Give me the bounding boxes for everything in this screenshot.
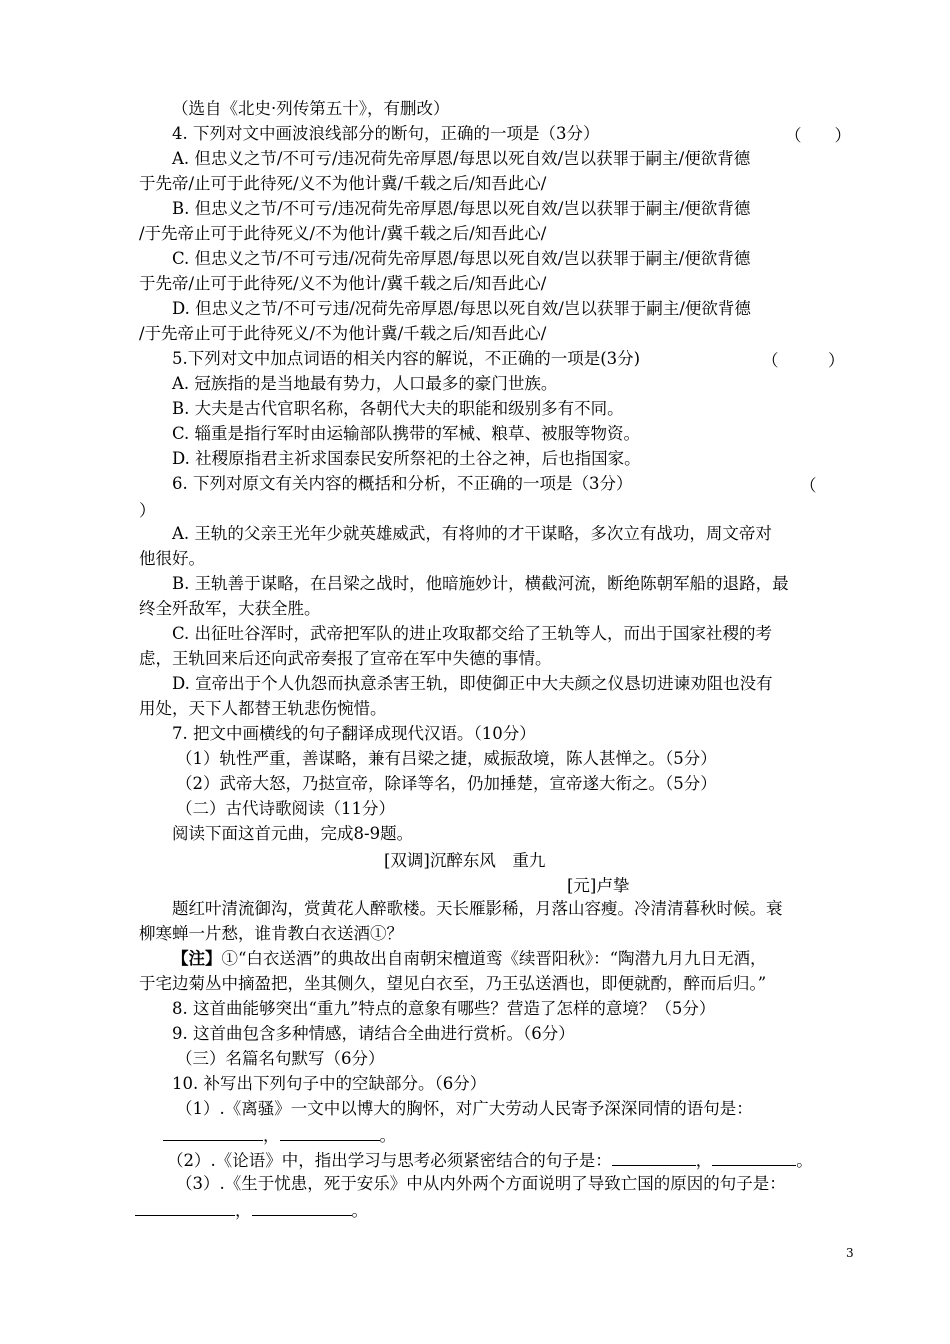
option-c: C. 辎重是指行军时由运输部队携带的军械、粮草、被服等物资。 [172, 424, 641, 443]
note-line2: 于宅边菊丛中摘盈把，坐其侧久，望见白衣至，乃王弘送酒也，即便就酌，醉而后归。” [139, 974, 767, 993]
answer-blank[interactable] [712, 1147, 796, 1166]
note-text: ①“白衣送酒”的典故出自南朝宋檀道鸾《续晋阳秋》：“陶潜九月九日无酒， [221, 949, 767, 968]
option-c-line1: C. 但忠义之节/不可亏违/况荷先帝厚恩/每思以死自效/岂以获罪于嗣主/便欲背德 [172, 249, 751, 268]
option-b-line1: B. 但忠义之节/不可亏/违况荷先帝厚恩/每思以死自效/岂以获罪于嗣主/便欲背德 [172, 199, 751, 218]
poem-line2: 柳寒蝉一片愁，谁肯教白衣送酒①？ [139, 924, 403, 943]
period: 。 [379, 1126, 396, 1145]
period: 。 [351, 1201, 368, 1220]
question-8: 8. 这首曲能够突出“重九”特点的意象有哪些？营造了怎样的意境？（5分） [172, 999, 716, 1018]
question-6-stem: 6. 下列对原文有关内容的概括和分析，不正确的一项是（3分） [172, 474, 633, 493]
comma: ， [263, 1126, 280, 1145]
answer-blank[interactable] [135, 1197, 235, 1216]
option-b-line2: /于先帝止可于此待死义/不为他计/冀千载之后/知吾此心/ [139, 224, 547, 243]
option-a-line2: 于先帝/止可于此待死/义不为他计冀/千载之后/知吾此心/ [139, 174, 547, 193]
page-number: 3 [846, 1246, 854, 1260]
answer-blank[interactable] [163, 1122, 263, 1141]
source-note: （选自《北史·列传第五十》，有删改） [172, 99, 450, 118]
comma: ， [235, 1201, 252, 1220]
answer-paren: （ ） [762, 351, 845, 370]
option-d-line2: 用处，天下人都替王轨悲伤惋惜。 [139, 699, 387, 718]
option-a: A. 冠族指的是当地最有势力，人口最多的豪门世族。 [172, 374, 558, 393]
option-d-line1: D. 但忠义之节/不可亏违/况荷先帝厚恩/每思以死自效/岂以获罪于嗣主/便欲背德 [172, 299, 751, 318]
option-b: B. 大夫是古代官职名称，各朝代大夫的职能和级别多有不同。 [172, 399, 624, 418]
question-9: 9. 这首曲包含多种情感，请结合全曲进行赏析。（6分） [172, 1024, 575, 1043]
option-d-line2: /于先帝止可于此待死义/不为他计冀/千载之后/知吾此心/ [139, 324, 547, 343]
option-d-line1: D. 宣帝出于个人仇怨而执意杀害王轨，即使御正中大夫颜之仪恳切进谏劝阻也没有 [172, 674, 773, 693]
option-d: D. 社稷原指君主祈求国泰民安所祭祀的土谷之神，后也指国家。 [172, 449, 641, 468]
question-4-stem: 4. 下列对文中画波浪线部分的断句，正确的一项是（3分） [172, 124, 600, 143]
section-2-intro: 阅读下面这首元曲，完成8-9题。 [172, 824, 414, 843]
dictation-item-3-blanks [135, 1197, 857, 1223]
section-2-title: （二）古代诗歌阅读（11分） [176, 799, 395, 818]
poem-line1: 题红叶清流御沟，赏黄花人醉歌楼。天长雁影稀，月落山容瘦。冷清清暮秋时候。衰 [172, 899, 783, 918]
answer-paren-close: ） [139, 501, 156, 520]
answer-paren-open: （ [800, 476, 817, 495]
question-7-stem: 7. 把文中画横线的句子翻译成现代汉语。（10分） [172, 724, 536, 743]
question-10-stem: 10. 补写出下列句子中的空缺部分。（6分） [172, 1074, 487, 1093]
dictation-item-1: （1）.《离骚》一文中以博大的胸怀，对广大劳动人民寄予深深同情的语句是： [176, 1099, 753, 1118]
translation-sentence-1: （1）轨性严重，善谋略，兼有吕梁之捷，威振敌境，陈人甚惮之。（5分） [176, 749, 717, 768]
question-5-stem: 5.下列对文中加点词语的相关内容的解说，不正确的一项是(3分) [172, 349, 641, 368]
dictation-item-2 [167, 1147, 857, 1173]
option-a-line2: 他很好。 [139, 549, 205, 568]
answer-blank[interactable] [252, 1197, 352, 1216]
note-line1 [172, 947, 862, 971]
answer-paren: （ ） [785, 126, 851, 145]
option-c-line2: 虑，王轨回来后还向武帝奏报了宣帝在军中失德的事情。 [139, 649, 552, 668]
option-b-line2: 终全歼敌军，大获全胜。 [139, 599, 321, 618]
comma: ， [695, 1151, 713, 1170]
option-c-line1: C. 出征吐谷浑时，武帝把军队的进止攻取都交给了王轨等人，而出于国家社稷的考 [172, 624, 773, 643]
translation-sentence-2: （2）武帝大怒，乃挞宣帝，除译等名，仍加捶楚，宣帝遂大衔之。（5分） [176, 774, 717, 793]
period: 。 [796, 1151, 813, 1170]
dictation-item-3: （3）.《生于忧患，死于安乐》中从内外两个方面说明了导致亡国的原因的句子是： [176, 1174, 786, 1193]
note-label: 【注】 [172, 949, 222, 968]
option-c-line2: 于先帝/止可于此待死/义不为他计/冀千载之后/知吾此心/ [139, 274, 547, 293]
poem-title: [双调]沉醉东风 重九 [384, 851, 546, 870]
section-3-title: （三）名篇名句默写（6分） [176, 1049, 385, 1068]
poem-author: [元]卢挚 [567, 876, 630, 895]
answer-blank[interactable] [280, 1122, 380, 1141]
answer-blank[interactable] [612, 1147, 696, 1166]
option-a-line1: A. 王轨的父亲王光年少就英雄威武，有将帅的才干谋略，多次立有战功，周文帝对 [172, 524, 772, 543]
dictation-item-2-text: （2）.《论语》中，指出学习与思考必须紧密结合的句子是： [167, 1151, 612, 1170]
option-b-line1: B. 王轨善于谋略，在吕梁之战时，他暗施妙计，横截河流，断绝陈朝军船的退路，最 [172, 574, 789, 593]
option-a-line1: A. 但忠义之节/不可亏/违况荷先帝厚恩/每思以死自效/岂以获罪于嗣主/便欲背德 [172, 149, 751, 168]
dictation-item-1-blanks [163, 1122, 885, 1148]
